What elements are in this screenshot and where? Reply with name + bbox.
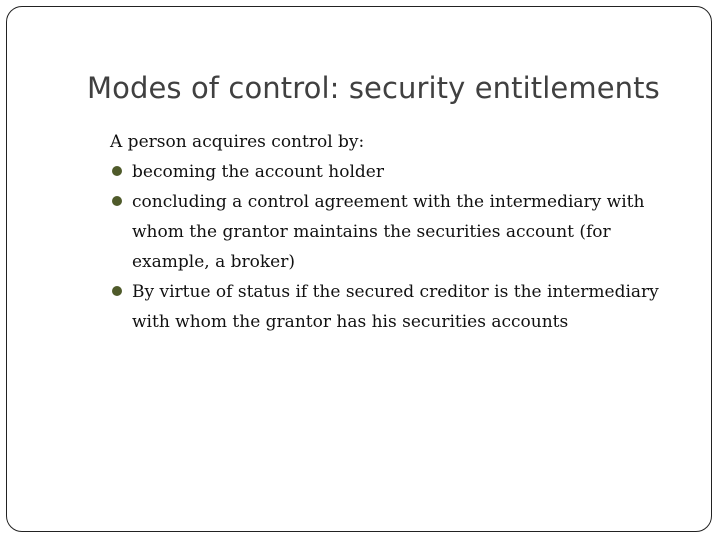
- bullet-icon: [112, 196, 122, 206]
- slide-title: Modes of control: security entitlements: [87, 71, 660, 105]
- bullet-icon: [112, 166, 122, 176]
- bullet-item: [110, 157, 680, 187]
- intro-text: A person acquires control by:: [110, 132, 365, 152]
- bullet-list: [110, 157, 680, 337]
- slide-body: [110, 127, 680, 337]
- bullet-item: [110, 187, 680, 277]
- bullet-text: concluding a control agreement with the intermediary with whom the grantor maintains the securities account (for example, a broker): [132, 192, 645, 272]
- bullet-item: [110, 277, 680, 337]
- bullet-text: By virtue of status if the secured creditor is the intermediary with whom the grantor has his securities accounts: [132, 282, 659, 332]
- bullet-text: becoming the account holder: [132, 162, 384, 182]
- slide-frame: [6, 6, 712, 532]
- bullet-icon: [112, 286, 122, 296]
